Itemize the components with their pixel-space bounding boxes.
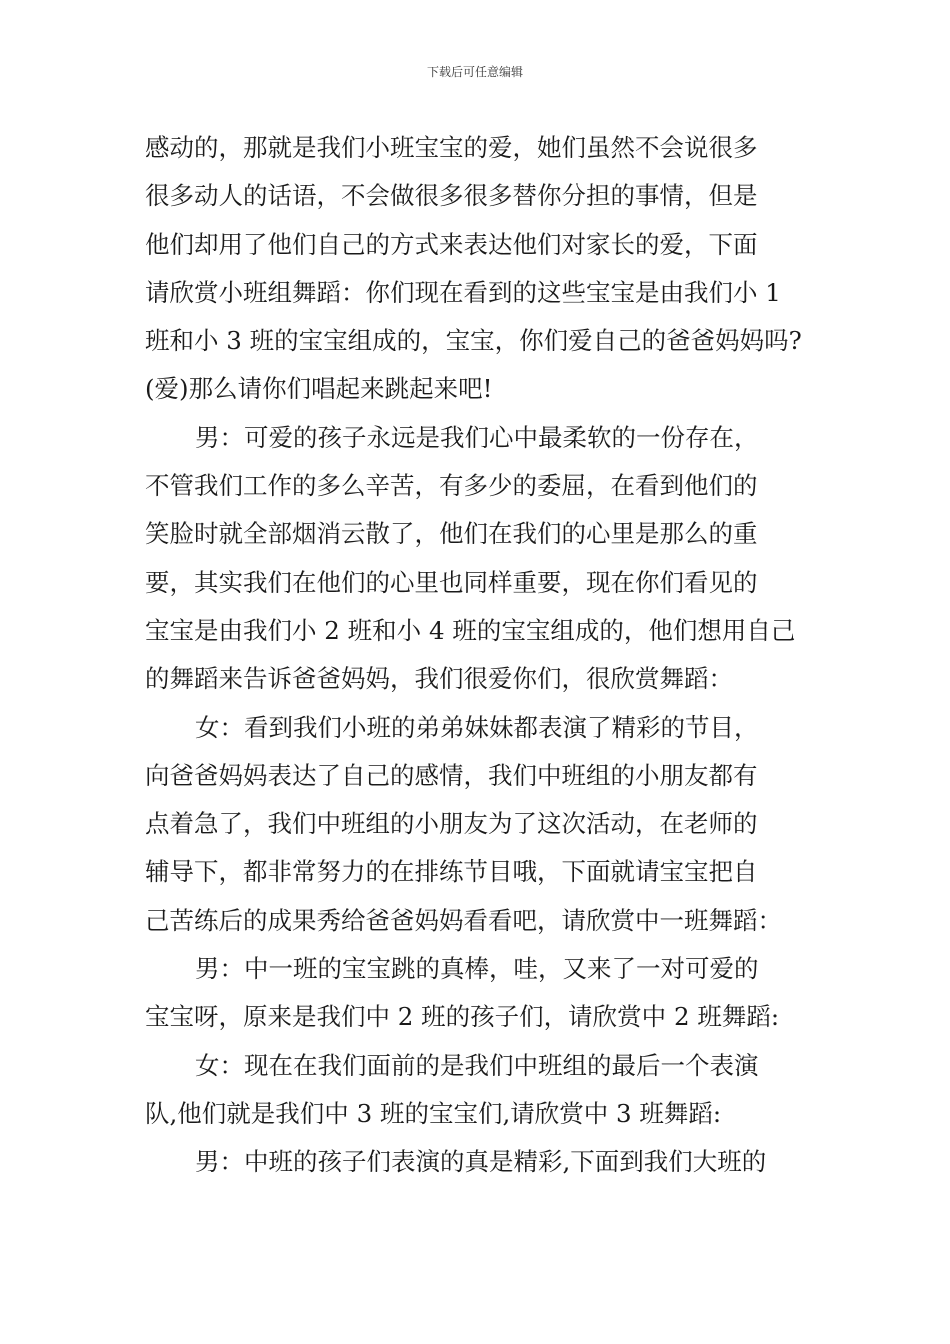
text-line: 向爸爸妈妈表达了自己的感情，我们中班组的小朋友都有 <box>145 760 758 790</box>
text-line: (爱)那么请你们唱起来跳起来吧! <box>145 374 493 404</box>
text-line: 感动的，那就是我们小班宝宝的爱，她们虽然不会说很多 <box>145 133 758 162</box>
text-line: 宝宝是由我们小 2 班和小 4 班的宝宝组成的，他们想用自己 <box>145 615 796 645</box>
text-line-indented: 女：现在在我们面前的是我们中班组的最后一个表演 <box>195 1050 759 1080</box>
text-line-indented: 女：看到我们小班的弟弟妹妹都表演了精彩的节目， <box>195 712 759 742</box>
text-line: 请欣赏小班组舞蹈：你们现在看到的这些宝宝是由我们小 1 <box>145 277 781 307</box>
text-line: 笑脸时就全部烟消云散了，他们在我们的心里是那么的重 <box>145 519 758 549</box>
text-line: 宝宝呀，原来是我们中 2 班的孩子们，请欣赏中 2 班舞蹈: <box>145 1002 780 1032</box>
body-text <box>145 124 815 1187</box>
text-line: 班和小 3 班的宝宝组成的，宝宝，你们爱自己的爸爸妈妈吗? <box>145 326 802 356</box>
text-line-indented: 男：中一班的宝宝跳的真棒，哇，又来了一对可爱的 <box>195 954 759 984</box>
text-line: 辅导下，都非常努力的在排练节目哦，下面就请宝宝把自 <box>145 857 758 887</box>
text-line: 很多动人的话语，不会做很多很多替你分担的事情，但是 <box>145 181 758 211</box>
page-header: 下载后可任意编辑 <box>426 65 523 79</box>
text-line-indented: 男：可爱的孩子永远是我们心中最柔软的一份存在， <box>195 422 759 452</box>
text-line: 队,他们就是我们中 3 班的宝宝们,请欣赏中 3 班舞蹈: <box>145 1098 722 1128</box>
text-line: 要，其实我们在他们的心里也同样重要，现在你们看见的 <box>145 567 758 597</box>
text-line: 点着急了，我们中班组的小朋友为了这次活动，在老师的 <box>145 809 758 839</box>
text-line: 的舞蹈来告诉爸爸妈妈，我们很爱你们，很欣赏舞蹈： <box>145 664 733 694</box>
text-line: 不管我们工作的多么辛苦，有多少的委屈，在看到他们的 <box>145 471 758 501</box>
text-line: 己苦练后的成果秀给爸爸妈妈看看吧，请欣赏中一班舞蹈： <box>145 905 782 935</box>
text-line-indented: 男：中班的孩子们表演的真是精彩,下面到我们大班的 <box>195 1147 767 1177</box>
text-line: 他们却用了他们自己的方式来表达他们对家长的爱，下面 <box>145 229 758 259</box>
